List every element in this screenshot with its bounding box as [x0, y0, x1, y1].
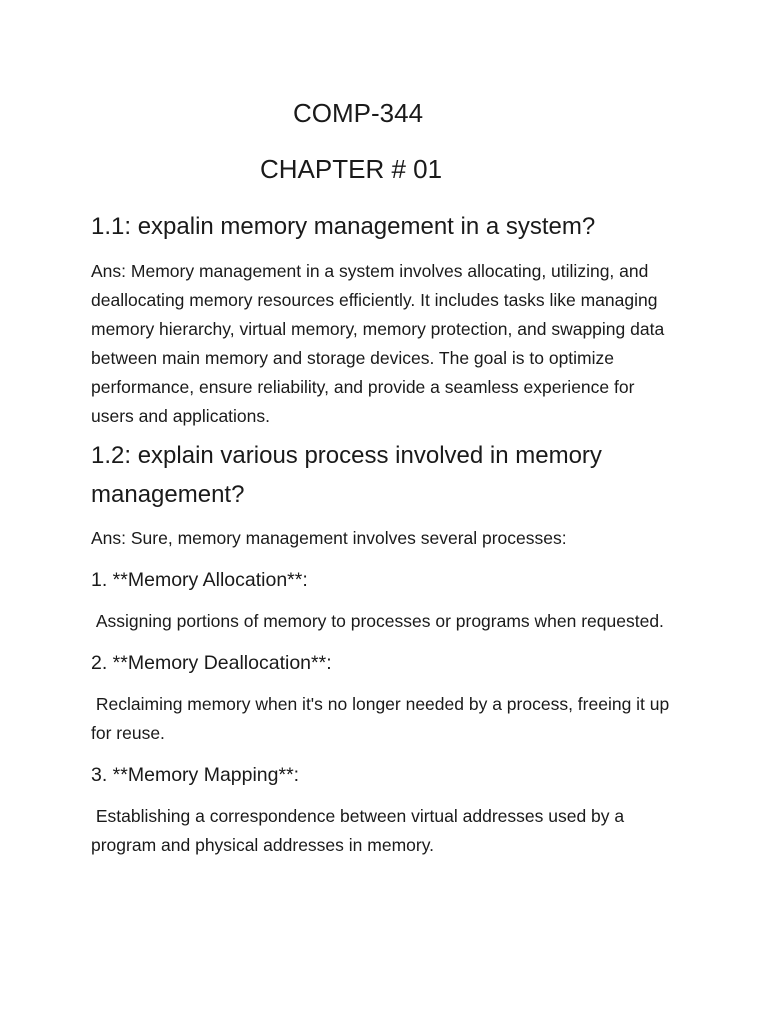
- question-1-2: 1.2: explain various process involved in memory management?: [91, 442, 602, 508]
- step-heading: 2. **Memory Deallocation**:: [91, 652, 332, 674]
- step-body: Reclaiming memory when it's no longer needed by a process, freeing it up for reuse.: [91, 694, 675, 743]
- chapter-title: CHAPTER # 01: [260, 154, 443, 184]
- step-body: Assigning portions of memory to processes or programs when requested.: [91, 611, 664, 631]
- step-heading: 3. **Memory Mapping**:: [91, 764, 300, 786]
- answer-1-2-intro: Ans: Sure, memory management involves several processes:: [91, 528, 567, 548]
- question-1-1: 1.1: expalin memory management in a system?: [91, 213, 596, 240]
- step-body: Establishing a correspondence between virtual addresses used by a program and physical addresses in memory.: [91, 806, 629, 855]
- step-memory-allocation: [91, 565, 681, 636]
- course-code: COMP-344: [293, 98, 424, 128]
- step-memory-deallocation: [91, 648, 681, 748]
- step-heading: 1. **Memory Allocation**:: [91, 569, 308, 591]
- step-memory-mapping: [91, 760, 681, 860]
- answer-1-1: Ans: Memory management in a system involves allocating, utilizing, and deallocating memory resources efficiently. It includes tasks like managing memory hierarchy, virtual memory, memory protection, and swapping data between main memory and storage devices. The goal is to optimize performance, ensure reliability, and provide a seamless experience for users and applications.: [91, 261, 665, 426]
- document-body: [91, 207, 681, 860]
